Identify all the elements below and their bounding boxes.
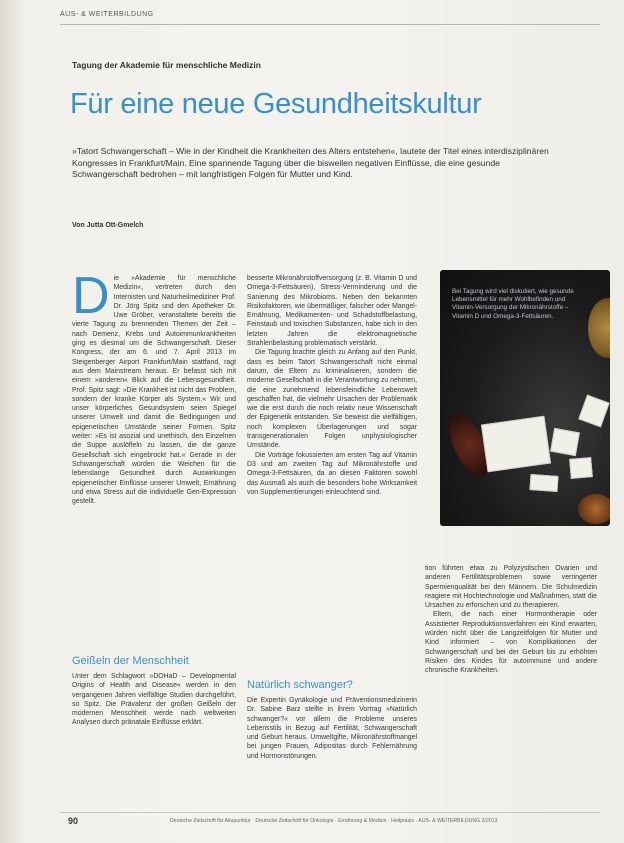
photo-caption: Bei Tagung wird viel diskutiert, wie gesunde Lebensmittel für mehr Wohlbefinden und Vitamin-Versorgung der Mikronährstoffe – Vitamin D und Omega-3-Fettsäuren. bbox=[452, 288, 574, 320]
column-3 bbox=[425, 564, 597, 676]
column-1-text: ie »Akademie für menschliche Medizin«, vertreten durch den Internisten und Naturheilmediziner Prof. Dr. Jörg Spitz und den Apotheker Dr. Uwe Gröber, veranstaltete bereits die vierte Tagung zu brennenden Themen der Zeit – nach Demenz, Krebs und Autoimmunkrankheiten ging es diesmal um die Schwangerschaft. Dieser Kongress, der am 6. und 7. April 2013 im Steigenberger Airport Frankfurt/Main stattfand, ragt aus dem Mainstream heraus. Er befasst sich mit einem »anderen« Blick auf die Lebensgesundheit. Prof. Spitz sagt: »Die Krankheit ist nicht das Problem, sondern der kranke Körper als System.« Wir und unser körperliches Gesundsystem seien Spiegel unserer Umwelt und damit die Bedingungen und epigenetischen Umstände seiner Formen. Spitz weiter: »Es ist asozial und unethisch, den Einzelnen die Suppe auslöffeln zu lassen, die die ganze Gesellschaft sich eingebrockt hat.« Gerade in der Schwangerschaft würden die Weichen für die lebenslange Gesundheit durch Auswirkungen epigenetischer Einflüsse unserer Umwelt, Ernährung und etwa Stress auf die individuelle Gen-Expression gestellt. bbox=[72, 275, 236, 506]
drop-cap: D bbox=[72, 267, 110, 325]
tofu-cube bbox=[569, 457, 593, 479]
column-1-part-2 bbox=[72, 672, 236, 728]
subhead-geisseln: Geißeln der Menschheit bbox=[72, 655, 189, 667]
column-1 bbox=[72, 267, 236, 506]
column-1-text-2: Unter dem Schlagwort »DOHaD – Developmental Origins of Health and Disease« werden in den vergangenen Jahren vielfältige Studien durchgeführt, so Spitz. Die Prävalenz der großen Geißeln der modernen Menschheit werde nach weltweiten Analysen durch pränatale Einflüsse erklärt. bbox=[72, 673, 236, 727]
subhead-natuerlich: Natürlich schwanger? bbox=[247, 679, 353, 691]
tofu-block bbox=[481, 416, 551, 472]
article-lead: »Tatort Schwangerschaft – Wie in der Kindheit die Krankheiten des Alters entstehen«, lautete der Titel eines interdisziplinären Kongresses in Frankfurt/Main. Eine spannende Tagung über die bisweilen negativen Einflüsse, die eine gesunde Schwangerschaft bedrohen – mit langfristigen Folgen für Mutter und Kind. bbox=[72, 146, 549, 180]
column-2b-text: Die Expertin Gynäkologie und Präventionsmedizinerin Dr. Sabine Barz stellte in ihrem Vortrag »Natürlich schwanger?« vor allem die Probleme unseres Lebensstils in Bezug auf Fertilität, Schwangerschaft und Geburt heraus. Umweltgifte, Mikronährstoffmangel bei jungen Frauen, Adipositas durch Fehlernährung und Hormonstörungen. bbox=[247, 697, 417, 760]
tofu-cube bbox=[529, 474, 558, 492]
column-2-text-b: Die Tagung brachte gleich zu Anfang auf den Punkt, dass es beim Tatort Schwangerschaft nicht einmal darum, die Eltern zu kriminalisieren, sondern die moderne Gesellschaft in die Verantwortung zu nehmen, die eine zunehmend lebensfeindliche Lebenswelt geschaffen hat, die vielmehr Ursachen der Problematik wie die erst durch die noch relativ neue Wissenschaft der Epigenetik entstanden. Sie beweist die vielfältigen, noch komplexen Überlagerungen und sogar transgenerationalen Folgen unphysiologischer Umstände. bbox=[247, 349, 417, 450]
column-2-text: besserte Mikronährstoffversorgung (z. B. Vitamin D und Omega-3-Fettsäuren), Stress-Verminderung und die Sanierung des Mikrobioms. Neben den bekannten Risikofaktoren, wie übermäßiger, falscher oder Mangel-Ernährung, Medikamenten- und Schadstoffbelastung, Feinstaub und toxischen Substanzen, habe sich in den letzten Jahren die elektromagnetische Strahlenbelastung problematisch verstärkt. bbox=[247, 275, 417, 348]
tofu-cube bbox=[578, 395, 609, 428]
page-number: 90 bbox=[68, 816, 79, 826]
column-3-text-2: Eltern, die nach einer Hormontherapie oder Assistierter Reproduktionsverfahren ein Kind erwarten, würden nicht über die Langzeitfolgen für Mutter und Kind informiert – von Komplikationen der Schwangerschaft und bei der Geburt bis zu erhöhten Risiken des Kindes für autoimmune und andere chronische Krankheiten. bbox=[425, 611, 597, 675]
article-title: Für eine neue Gesundheitskultur bbox=[70, 88, 482, 120]
tofu-cube bbox=[550, 428, 580, 456]
column-2 bbox=[247, 274, 417, 497]
header-rule bbox=[60, 24, 600, 25]
column-2-text-c: Die Vorträge fokussierten am ersten Tag auf Vitamin D3 und am zweiten Tag auf Mikronährstoffe und Omega-3-Fettsäuren, da an diesen Faktoren sowohl das Ausmaß als auch die besonders hohe Wirksamkeit von Supplementierungen einleuchtend sind. bbox=[247, 451, 417, 496]
footer-text: Deutsche Zeitschrift für Akupunktur · Deutsche Zeitschrift für Onkologie · Ernährung & Medizin · Heilpraxis · AUS- & WEITERBILDUNG 2/2013 bbox=[170, 818, 498, 824]
chickpeas-bowl bbox=[588, 298, 610, 358]
article-byline: Von Jutta Ott-Gmelch bbox=[72, 222, 144, 229]
column-2-part-2 bbox=[247, 696, 417, 761]
article-overline: Tagung der Akademie für menschliche Medizin bbox=[72, 60, 261, 70]
footer-rule bbox=[60, 812, 600, 813]
column-3-text: tion führten etwa zu Polyzystischen Ovarien und anderen Fertilitätsproblemen sowie verringerter Spermienqualität bei den Männern. Die Schulmedizin reagiere mit Hochtechnologie und Maßnahmen, statt die Ursachen zu erforschen und zu therapieren. bbox=[425, 565, 597, 610]
section-label: AUS- & WEITERBILDUNG bbox=[60, 11, 154, 18]
bread-roll bbox=[578, 494, 610, 524]
food-photo bbox=[440, 270, 610, 526]
